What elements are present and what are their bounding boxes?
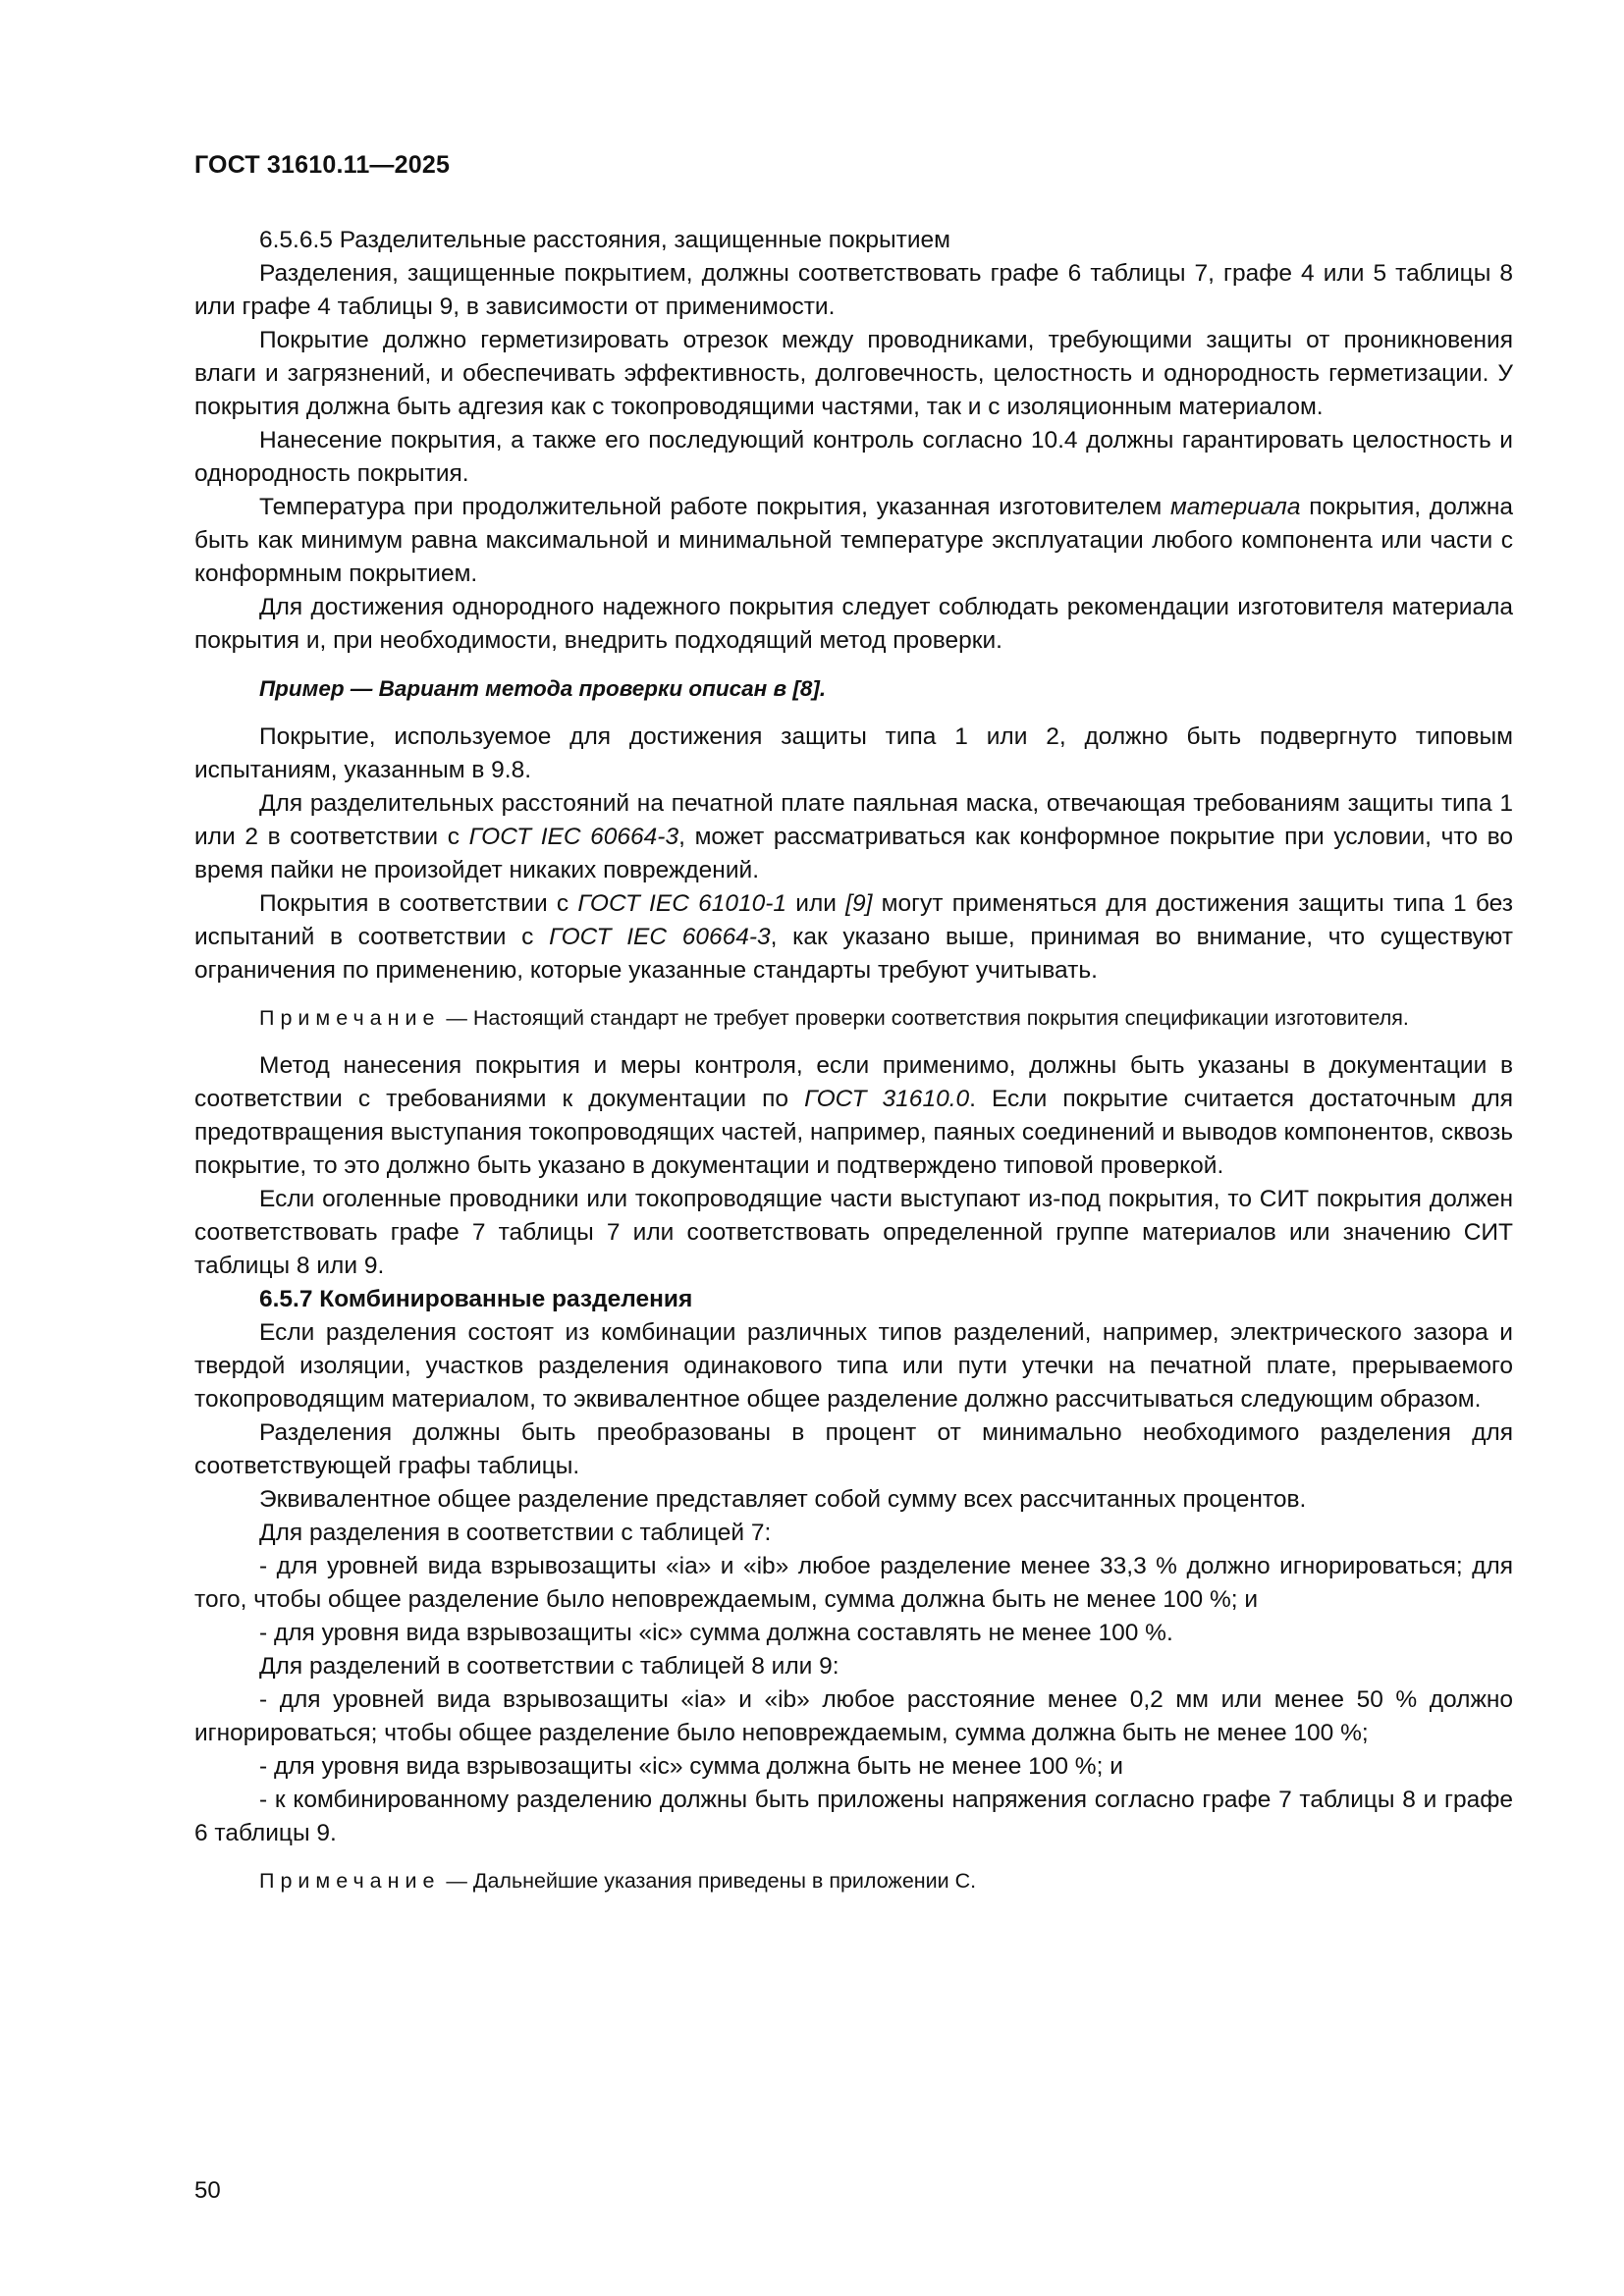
paragraph: Если разделения состоят из комбинации различных типов разделений, например, электрического зазора и твердой изоляции, участков разделения одинакового типа или пути утечки на печатной плате, прерываемого токопроводящим материалом, то эквивалентное общее разделение должно рассчитываться следующим образом.: [194, 1319, 1513, 1413]
page-number: 50: [194, 2177, 221, 2204]
paragraph: Покрытие, используемое для достижения защиты типа 1 или 2, должно быть подвергнуто типовым испытаниям, указанным в 9.8.: [194, 723, 1513, 783]
paragraph: Для разделения в соответствии с таблицей 7:: [259, 1520, 772, 1546]
list-item: - для уровня вида взрывозащиты «ic» сумма должна составлять не менее 100 %.: [259, 1620, 1173, 1646]
list-item: - для уровней вида взрывозащиты «ia» и «ib» любое разделение менее 33,3 % должно игнорироваться; для того, чтобы общее разделение было неповреждаемым, сумма должна быть не менее 100 %; и: [194, 1553, 1513, 1613]
section-heading-6-5-6-5: 6.5.6.5 Разделительные расстояния, защищенные покрытием: [259, 227, 951, 253]
section-heading-6-5-7: 6.5.7 Комбинированные разделения: [259, 1286, 693, 1312]
bibliography-reference: [9]: [845, 890, 873, 917]
standard-reference: ГОСТ IEC 60664-3: [549, 924, 771, 950]
paragraph: Покрытие должно герметизировать отрезок между проводниками, требующими защиты от проникновения влаги и загрязнений, и обеспечивать эффективность, долговечность, целостность и однородность герметизации. У покрытия должна быть адгезия как с токопроводящими частями, так и с изоляционным материалом.: [194, 327, 1513, 420]
paragraph: Покрытия в соответствии с ГОСТ IEC 61010-1 или [9] могут применяться для достижения защиты типа 1 без испытаний в соответствии с ГОСТ IEC 60664-3, как указано выше, принимая во внимание, что существуют ограничения по применению, которые указанные стандарты требуют учитывать.: [194, 890, 1513, 984]
example-note: Пример — Вариант метода проверки описан в [8].: [259, 676, 827, 701]
standard-reference: ГОСТ IEC 60664-3: [468, 824, 679, 850]
note: Примечание — Настоящий стандарт не требует проверки соответствия покрытия спецификации изготовителя.: [259, 1006, 1409, 1030]
paragraph: Разделения должны быть преобразованы в процент от минимально необходимого разделения для соответствующей графы таблицы.: [194, 1419, 1513, 1479]
paragraph: Разделения, защищенные покрытием, должны соответствовать графе 6 таблицы 7, графе 4 или 5 таблицы 8 или графе 4 таблицы 9, в зависимости от применимости.: [194, 260, 1513, 320]
note: Примечание — Дальнейшие указания приведены в приложении С.: [259, 1869, 977, 1893]
paragraph: Для достижения однородного надежного покрытия следует соблюдать рекомендации изготовителя материала покрытия и, при необходимости, внедрить подходящий метод проверки.: [194, 594, 1513, 654]
note-label: Примечание: [259, 1869, 441, 1893]
paragraph: Для разделительных расстояний на печатной плате паяльная маска, отвечающая требованиям защиты типа 1 или 2 в соответствии с ГОСТ IEC 60664-3, может рассматриваться как конформное покрытие при условии, что во время пайки не произойдет никаких повреждений.: [194, 790, 1513, 883]
paragraph: Для разделений в соответствии с таблицей 8 или 9:: [259, 1653, 839, 1680]
standard-reference: ГОСТ IEC 61010-1: [577, 890, 787, 917]
list-item: - для уровней вида взрывозащиты «ia» и «ib» любое расстояние менее 0,2 мм или менее 50 % должно игнорироваться; чтобы общее разделение было неповреждаемым, сумма должна быть не менее 100 %;: [194, 1686, 1513, 1746]
paragraph: Нанесение покрытия, а также его последующий контроль согласно 10.4 должны гарантировать целостность и однородность покрытия.: [194, 427, 1513, 487]
list-item: - к комбинированному разделению должны быть приложены напряжения согласно графе 7 таблицы 8 и графе 6 таблицы 9.: [194, 1787, 1513, 1846]
paragraph: Температура при продолжительной работе покрытия, указанная изготовителем материала покрытия, должна быть как минимум равна максимальной и минимальной температуре эксплуатации любого компонента или части с конформным покрытием.: [194, 494, 1513, 587]
list-item: - для уровня вида взрывозащиты «ic» сумма должна быть не менее 100 %; и: [259, 1753, 1123, 1780]
note-label: Примечание: [259, 1006, 441, 1030]
paragraph: Эквивалентное общее разделение представляет собой сумму всех рассчитанных процентов.: [259, 1486, 1307, 1513]
standard-reference: ГОСТ 31610.0: [804, 1086, 970, 1112]
page-body: [194, 224, 1513, 1896]
page-header: ГОСТ 31610.11—2025: [194, 151, 451, 179]
paragraph: Метод нанесения покрытия и меры контроля, если применимо, должны быть указаны в документации в соответствии с требованиями к документации по ГОСТ 31610.0. Если покрытие считается достаточным для предотвращения выступания токопроводящих частей, например, паяных соединений и выводов компонентов, сквозь покрытие, то это должно быть указано в документации и подтверждено типовой проверкой.: [194, 1052, 1513, 1179]
paragraph: Если оголенные проводники или токопроводящие части выступают из-под покрытия, то СИТ покрытия должен соответствовать графе 7 таблицы 7 или соответствовать определенной группе материалов или значению СИТ таблицы 8 или 9.: [194, 1186, 1513, 1279]
